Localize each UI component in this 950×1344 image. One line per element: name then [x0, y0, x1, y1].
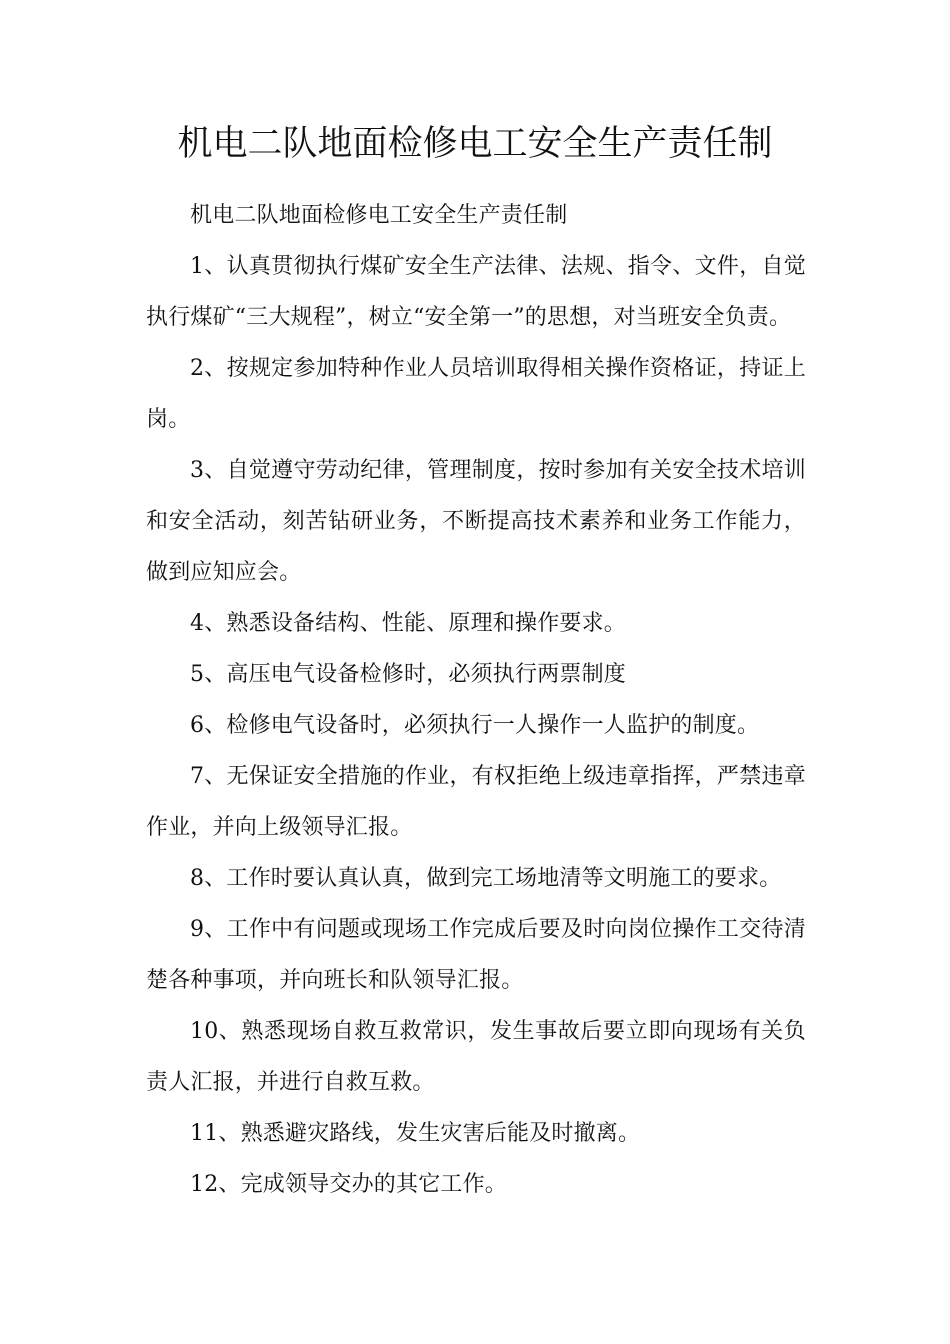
responsibility-item-7: 7、无保证安全措施的作业，有权拒绝上级违章指挥，严禁违章作业，并向上级领导汇报。: [146, 764, 806, 840]
document-body: [146, 190, 806, 1210]
responsibility-item-9: 9、工作中有问题或现场工作完成后要及时向岗位操作工交待清楚各种事项，并向班长和队领导汇报。: [146, 917, 806, 993]
responsibility-item-6: 6、检修电气设备时，必须执行一人操作一人监护的制度。: [190, 713, 760, 738]
responsibility-item-10: 10、熟悉现场自救互救常识，发生事故后要立即向现场有关负责人汇报，并进行自救互救。: [146, 1019, 806, 1095]
document-title: 机电二队地面检修电工安全生产责任制: [177, 124, 773, 164]
responsibility-item-4: 4、熟悉设备结构、性能、原理和操作要求。: [190, 611, 626, 636]
responsibility-item-5: 5、高压电气设备检修时，必须执行两票制度: [190, 662, 626, 687]
responsibility-item-11: 11、熟悉避灾路线，发生灾害后能及时撤离。: [190, 1121, 641, 1146]
responsibility-item-12: 12、完成领导交办的其它工作。: [190, 1172, 507, 1197]
responsibility-item-1: 1、认真贯彻执行煤矿安全生产法律、法规、指令、文件，自觉执行煤矿“三大规程”，树立“安全第一”的思想，对当班安全负责。: [146, 254, 806, 330]
responsibility-item-8: 8、工作时要认真认真，做到完工场地清等文明施工的要求。: [190, 866, 782, 891]
responsibility-item-3: 3、自觉遵守劳动纪律，管理制度，按时参加有关安全技术培训和安全活动，刻苦钻研业务，不断提高技术素养和业务工作能力，做到应知应会。: [146, 458, 806, 585]
responsibility-item-2: 2、按规定参加特种作业人员培训取得相关操作资格证，持证上岗。: [146, 356, 806, 432]
document-subtitle: 机电二队地面检修电工安全生产责任制: [190, 203, 568, 228]
